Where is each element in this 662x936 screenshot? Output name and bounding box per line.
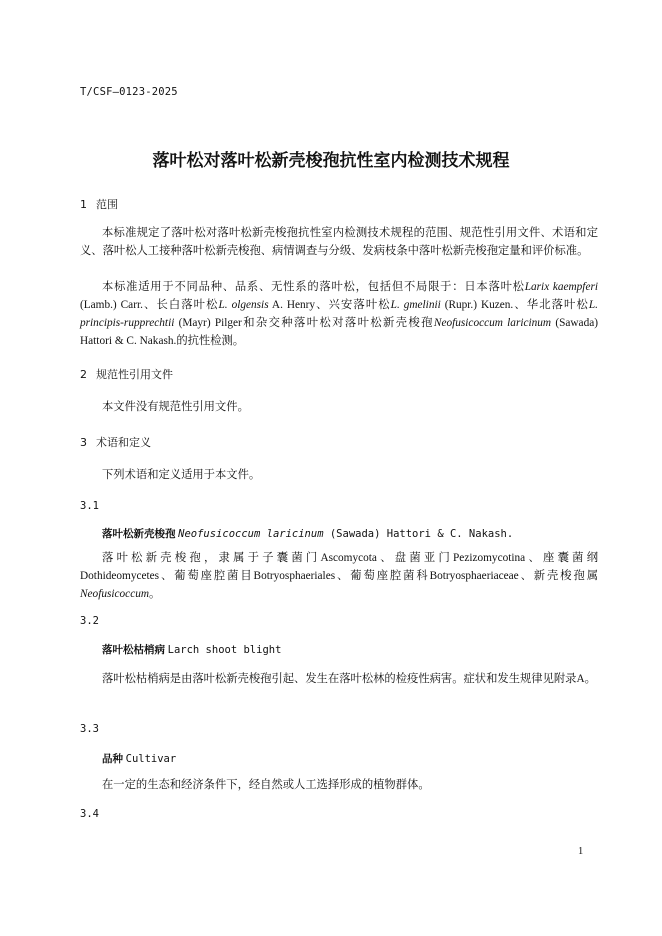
page-number: 1 bbox=[578, 846, 584, 857]
section-heading-2 bbox=[80, 366, 173, 382]
term-heading bbox=[102, 642, 281, 657]
section-1-paragraph-2: 本标准适用于不同品种、品系、无性系的落叶松，包括但不局限于：日本落叶松Larix kaempferi (Lamb.) Carr.、长白落叶松L. olgensis A. Henry、兴安落叶松L. gmelinii (Rupr.) Kuzen.、华北落叶松L. principis-rupprechtii (Mayr) Pilger和杂交种落叶松对落叶松新壳梭孢Neofusicoccum laricinum (Sawada) Hattori & C. Nakash.的抗性检测。 bbox=[80, 281, 598, 347]
section-number: 1 bbox=[80, 198, 87, 211]
section-number: 2 bbox=[80, 368, 87, 381]
term-number: 3.2 bbox=[80, 615, 99, 627]
term-number: 3.3 bbox=[80, 723, 99, 735]
document-title: 落叶松对落叶松新壳梭孢抗性室内检测技术规程 bbox=[152, 151, 510, 171]
term-definition: 落叶松枯梢病是由落叶松新壳梭孢引起、发生在落叶松林的检疫性病害。症状和发生规律见附录A。 bbox=[102, 673, 596, 685]
standard-code: T/CSF—0123-2025 bbox=[80, 86, 178, 98]
term-chinese: 落叶松枯梢病 bbox=[102, 644, 165, 656]
term-english: Larch shoot blight bbox=[167, 644, 282, 656]
section-1-paragraph-1: 本标准规定了落叶松对落叶松新壳梭孢抗性室内检测技术规程的范围、规范性引用文件、术语和定义、落叶松人工接种落叶松新壳梭孢、病情调查与分级、发病枝条中落叶松新壳梭孢定量和评价标准。 bbox=[80, 227, 598, 257]
term-number: 3.1 bbox=[80, 500, 99, 512]
term-heading bbox=[102, 526, 513, 541]
term-chinese: 落叶松新壳梭孢 bbox=[102, 528, 176, 540]
term-english: Cultivar bbox=[125, 753, 177, 765]
section-title: 术语和定义 bbox=[96, 436, 151, 449]
section-3-paragraph-1: 下列术语和定义适用于本文件。 bbox=[102, 469, 261, 481]
term-chinese: 品种 bbox=[102, 753, 123, 765]
term-english: Neofusicoccum laricinum (Sawada) Hattori & C. Nakash. bbox=[178, 528, 514, 540]
section-number: 3 bbox=[80, 436, 87, 449]
term-number: 3.4 bbox=[80, 808, 99, 820]
term-definition: 落叶松新壳梭孢，隶属于子囊菌门Ascomycota、盘菌亚门Pezizomycotina、座囊菌纲Dothideomycetes、葡萄座腔菌目Botryosphaeriales、葡萄座腔菌科Botryosphaeriaceae、新壳梭孢属Neofusicoccum。 bbox=[80, 552, 598, 600]
section-title: 范围 bbox=[96, 198, 118, 211]
section-heading-3 bbox=[80, 434, 151, 450]
term-heading bbox=[102, 751, 176, 766]
section-heading-1 bbox=[80, 196, 118, 212]
section-2-paragraph-1: 本文件没有规范性引用文件。 bbox=[102, 401, 249, 413]
section-title: 规范性引用文件 bbox=[96, 368, 173, 381]
term-definition: 在一定的生态和经济条件下，经自然或人工选择形成的植物群体。 bbox=[102, 779, 430, 791]
